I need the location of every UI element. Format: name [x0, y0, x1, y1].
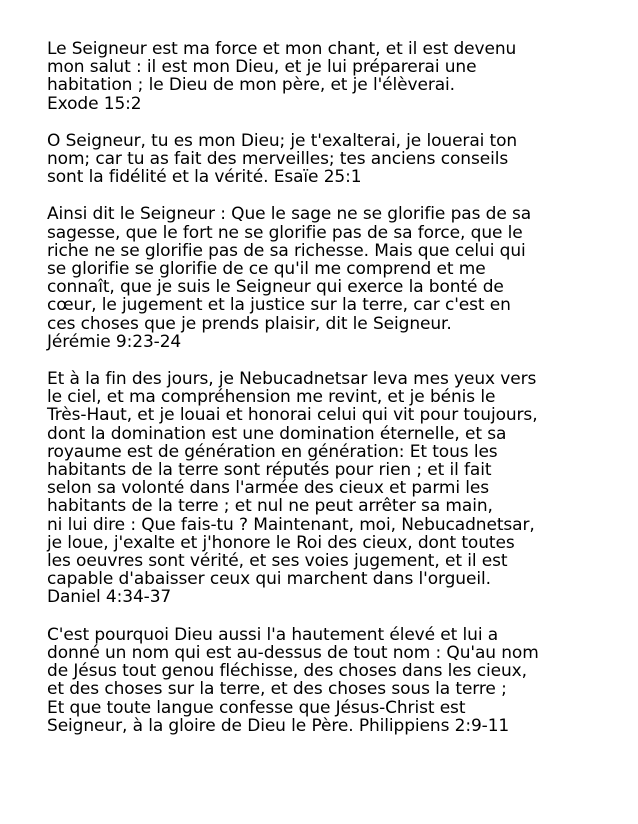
text-line: habitants de la terre sont réputés pour rien ; et il fait: [47, 460, 492, 481]
text-line: C'est pourquoi Dieu aussi l'a hautement élevé et lui a: [47, 624, 499, 645]
text-line: Le Seigneur est ma force et mon chant, et il est devenu: [47, 39, 517, 59]
text-line: Ainsi dit le Seigneur : Que le sage ne se glorifie pas de sa: [47, 204, 532, 225]
text-line: donné un nom qui est au-dessus de tout nom : Qu'au nom: [47, 642, 539, 663]
paragraph-esaie: [47, 132, 607, 187]
paragraph-daniel: [47, 370, 607, 607]
text-line: les oeuvres sont vérité, et ses voies jugement, et il est: [47, 551, 508, 572]
text-line: riche ne se glorifie pas de sa richesse. Mais que celui qui: [47, 240, 526, 261]
text-line: nom; car tu as fait des merveilles; tes anciens conseils: [47, 149, 509, 170]
text-line: habitation ; le Dieu de mon père, et je l'élèverai.: [47, 75, 455, 96]
text-line: le ciel, et ma compréhension me revint, et je bénis le: [47, 387, 496, 408]
text-line: selon sa volonté dans l'armée des cieux et parmi les: [47, 478, 490, 499]
text-line: capable d'abaisser ceux qui marchent dans l'orgueil.: [47, 569, 491, 590]
text-line: sont la fidélité et la vérité. Esaïe 25:1: [47, 167, 362, 188]
text-line: O Seigneur, tu es mon Dieu; je t'exalterai, je louerai ton: [47, 130, 518, 151]
verse-reference: Exode 15:2: [47, 93, 142, 114]
verse-reference: Daniel 4:34-37: [47, 587, 172, 608]
text-line: ni lui dire : Que fais-tu ? Maintenant, moi, Nebucadnetsar,: [47, 514, 535, 535]
text-line: connaît, que je suis le Seigneur qui exerce la bonté de: [47, 277, 504, 298]
text-line: dont la domination est une domination éternelle, et sa: [47, 423, 507, 444]
text-line: Très-Haut, et je louai et honorai celui qui vit pour toujours,: [47, 405, 538, 426]
text-line: cœur, le jugement et la justice sur la terre, car c'est en: [47, 295, 511, 316]
text-line: royaume est de génération en génération: Et tous les: [47, 441, 498, 462]
verse-reference: Jérémie 9:23-24: [47, 331, 182, 352]
text-line: sagesse, que le fort ne se glorifie pas de sa force, que le: [47, 222, 523, 243]
paragraph-exode: [47, 40, 607, 113]
text-line: Et à la fin des jours, je Nebucadnetsar leva mes yeux vers: [47, 369, 537, 390]
text-line: se glorifie se glorifie de ce qu'il me comprend et me: [47, 259, 486, 280]
text-line: et des choses sur la terre, et des choses sous la terre ;: [47, 679, 507, 700]
text-line: Et que toute langue confesse que Jésus-Christ est: [47, 697, 466, 718]
text-line: mon salut : il est mon Dieu, et je lui préparerai une: [47, 57, 477, 78]
text-line: je loue, j'exalte et j'honore le Roi des cieux, dont toutes: [47, 532, 515, 553]
document-page: [47, 40, 607, 754]
text-line: ces choses que je prends plaisir, dit le Seigneur.: [47, 313, 452, 334]
text-line: Seigneur, à la gloire de Dieu le Père. Philippiens 2:9-11: [47, 715, 510, 736]
paragraph-philippiens: [47, 626, 607, 735]
text-line: habitants de la terre ; et nul ne peut arrêter sa main,: [47, 496, 493, 517]
text-line: de Jésus tout genou fléchisse, des choses dans les cieux,: [47, 661, 527, 682]
paragraph-jeremie: [47, 205, 607, 351]
